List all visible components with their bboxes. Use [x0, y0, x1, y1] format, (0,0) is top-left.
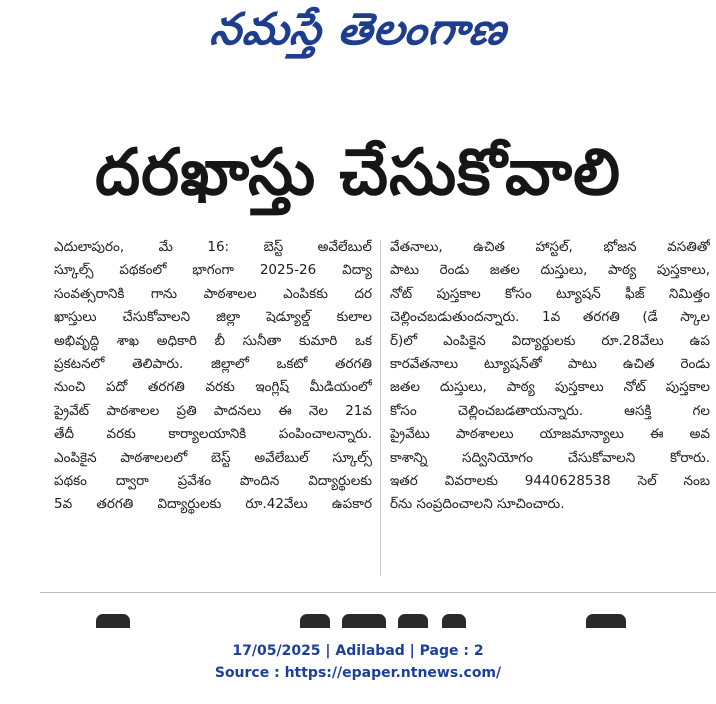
article-line: వేతనాలు, ఉచిత హాస్టల్, భోజన వసతితో: [390, 239, 710, 255]
article-line: నోట్ పుస్తకాల కోసం ట్యూషన్ ఫీజ్ నిమిత్తం: [390, 285, 710, 302]
article-line: కోసం చెల్లించబడతాయన్నారు. ఆసక్తి గల: [390, 402, 710, 419]
article-headline: [0, 135, 716, 220]
source-link[interactable]: Source : https://epaper.ntnews.com/: [214, 665, 502, 681]
next-article-headline-fragment: [0, 604, 716, 628]
article-line: కారవేతనాలు ట్యూషన్‌తో పాటు ఉచిత రెండు: [390, 356, 710, 373]
article-line: కాశాన్ని సద్వినియోగం చేసుకోవాలని కోరారు.: [390, 449, 710, 466]
article-line: ఎంపికైన పాఠశాలలలో బెస్ట్ అవేలేబుల్ స్కూల్స్: [54, 449, 372, 466]
column-divider: [380, 240, 381, 576]
headline-text: దరఖాస్తు చేసుకోవాలి: [94, 135, 622, 210]
masthead-title: నమస్తే తెలంగాణ: [207, 4, 510, 55]
headline-fragment-glyph: [398, 614, 428, 628]
article-line: ఎదులాపురం, మే 16: బెస్ట్ అవేలేబుల్: [54, 239, 372, 255]
headline-fragment-glyph: [442, 614, 466, 628]
headline-fragment-glyph: [300, 614, 330, 628]
article-line: నుంచి పదో తరగతి వరకు ఇంగ్లిష్ మీడియంలో: [54, 379, 372, 396]
article-separator: [40, 592, 716, 593]
article-line: పథకం ద్వారా ప్రవేశం పొందిన విద్యార్థులకు: [54, 473, 372, 490]
article-line: ప్రైవేటు పాఠశాలలు యాజమాన్యాలు ఈ అవ: [390, 426, 710, 443]
article-line: 5వ తరగతి విద్యార్థులకు రూ.42వేలు ఉపకార: [54, 496, 372, 513]
article-line: ఇతర వివరాలకు 9440628538 సెల్ నంబ: [390, 473, 710, 490]
article-line: ప్రైవేట్ పాఠశాలల ప్రతి పాదనలు ఈ నెల 21వ: [54, 402, 372, 419]
article-line: చెల్లించబడుతుందన్నారు. 1వ తరగతి (డే స్కాల: [390, 309, 710, 326]
headline-fragment-glyph: [342, 614, 386, 628]
newspaper-masthead: [0, 0, 716, 70]
article-line: ఖాస్తులు చేసుకోవాలని జిల్లా షెడ్యూల్డ్ కులాల: [54, 309, 372, 326]
headline-fragment-glyph: [96, 614, 130, 628]
article-line: ప్రకటనలో తెలిపారు. జిల్లాలో ఒకటో తరగతి: [54, 356, 372, 373]
article-line: ర్)లో ఎంపికైన విద్యార్థులకు రూ.28వేలు ఉప: [390, 332, 710, 349]
article-line: సంవత్సరానికి గాను పాఠశాలల ఎంపికకు దర: [54, 285, 372, 302]
article-line: పాటు రెండు జతల దుస్తులు, పాఠ్య పుస్తకాలు,: [390, 262, 710, 279]
article-line: స్కూల్స్ పథకంలో భాగంగా 2025-26 విద్యా: [54, 262, 372, 279]
article-column-right: [390, 236, 710, 517]
edition-info: 17/05/2025 | Adilabad | Page : 2: [232, 643, 484, 659]
page-footer: [0, 640, 716, 684]
article-line: ర్‌ను సంప్రదించాలని సూచించారు.: [390, 496, 565, 513]
article-column-left: [54, 236, 372, 517]
article-line: అభివృద్ధి శాఖ అధికారి బీ సునీతా కుమారి ఒక: [54, 332, 372, 349]
headline-fragment-glyph: [586, 614, 626, 628]
article-line: జతల దుస్తులు, పాఠ్య పుస్తకాలు నోట్ పుస్తకాల: [390, 379, 710, 396]
article-line: తేదీ వరకు కార్యాలయానికి పంపించాలన్నారు.: [54, 426, 372, 443]
